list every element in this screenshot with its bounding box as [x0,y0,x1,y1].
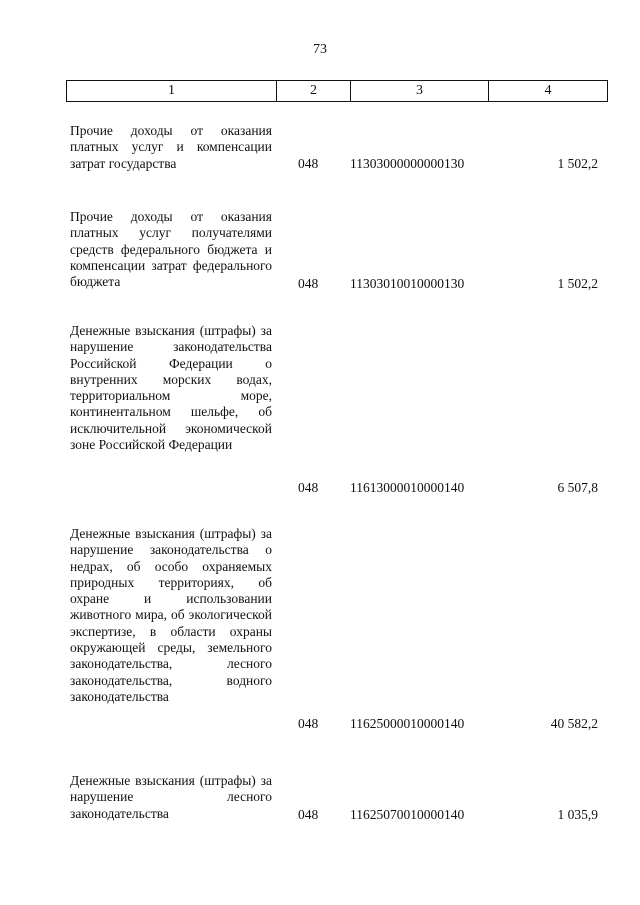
row-amount: 1 502,2 [557,276,598,291]
row-kbk-code: 11625000010000140 [350,716,465,731]
row-description: Прочие доходы от оказания платных услуг получателями средств федерального бюджета и компенсации затрат федерального бюджета [70,209,272,290]
column-header-4: 4 [489,81,608,102]
column-header-2: 2 [277,81,351,102]
column-header-table [66,80,608,102]
row-kbk-code: 11613000010000140 [350,480,465,495]
row-description: Прочие доходы от оказания платных услуг и компенсации затрат государства [70,123,272,171]
row-admin-code: 048 [298,276,319,291]
column-header-1: 1 [67,81,277,102]
row-kbk-code: 11625070010000140 [350,807,465,822]
column-header-3: 3 [351,81,489,102]
row-amount: 1 502,2 [557,156,598,171]
row-admin-code: 048 [298,807,319,822]
row-admin-code: 048 [298,480,319,495]
row-kbk-code: 11303010010000130 [350,276,465,291]
page-number: 73 [313,42,327,57]
row-amount: 40 582,2 [550,716,598,731]
column-header-row [67,81,608,102]
row-admin-code: 048 [298,156,319,171]
row-kbk-code: 11303000000000130 [350,156,465,171]
row-description: Денежные взыскания (штрафы) за нарушение законодательства о недрах, об особо охраняемых природных территориях, об охране и использовании животного мира, об экологической экспертизе, в области охраны окружающей среды, земельного законодательства, лесного законодательства, водного законодательства [70,526,272,704]
row-amount: 6 507,8 [557,480,598,495]
row-admin-code: 048 [298,716,319,731]
row-amount: 1 035,9 [557,807,598,822]
row-description: Денежные взыскания (штрафы) за нарушение лесного законодательства [70,773,272,821]
row-description: Денежные взыскания (штрафы) за нарушение законодательства Российской Федерации о внутренних морских водах, территориальном море, континентальном шельфе, об исключительной экономической зоне Российской Федерации [70,323,272,453]
